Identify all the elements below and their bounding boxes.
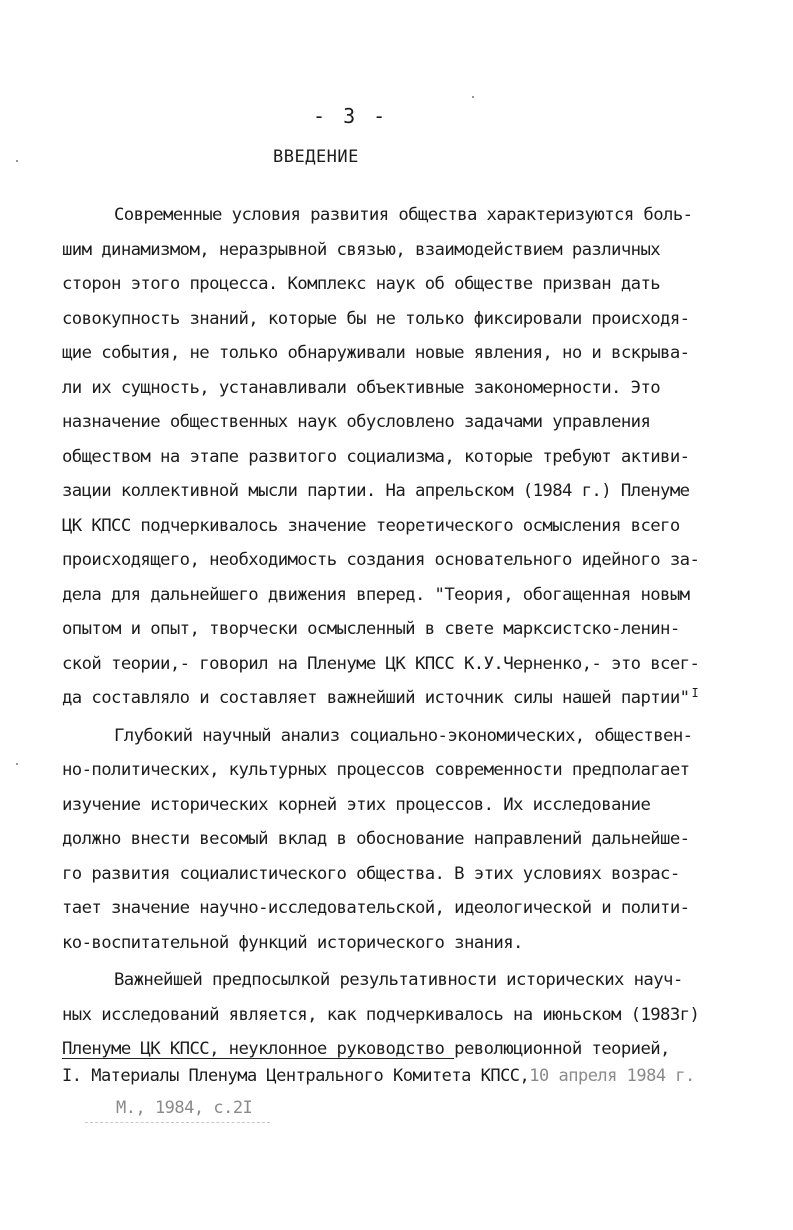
page-number: - 3 - [313, 104, 389, 128]
text-line: Глубокий научный анализ социально-экономических, обществен- [114, 725, 693, 746]
text-line: сторон этого процесса. Комплекс наук об обществе призван дать [62, 274, 661, 294]
text-line: да составляло и составляет важнейший источник силы нашей партии" $^I$ [62, 686, 699, 708]
section-heading: ВВЕДЕНИЕ [273, 147, 359, 167]
text-line: тает значение научно-исследовательской, идеологической и полити- [62, 898, 690, 918]
text-line: но-политических, культурных процессов современности предполагает [62, 760, 690, 780]
text-line: совокупность знаний, которые бы не только фиксировали происходя- [62, 308, 690, 329]
text-line: ли их сущность, устанавливали объективные закономерности. Это [62, 377, 661, 398]
footnote-line: I. Материалы Пленума Центрального Комитета КПСС,10 апреля 1984 г. [62, 1066, 695, 1086]
body-text [62, 198, 752, 1067]
text-line: назначение общественных наук обусловлено задачами управления [62, 412, 651, 432]
scan-artifact-dot [472, 96, 474, 98]
text-line: го развития социалистического общества. В этих условиях возрас- [62, 863, 680, 884]
footnote [62, 1060, 762, 1124]
scan-artifact-dashes [85, 1122, 270, 1123]
text-line: дела для дальнейшего движения вперед. "Теория, обогащенная новым [62, 584, 690, 605]
text-line: опытом и опыт, творчески осмысленный в свете марксистско-ленин- [62, 619, 680, 639]
footnote-marker: I [691, 686, 699, 700]
text-line: щие события, не только обнаруживали новые явления, но и вскрыва- [62, 343, 690, 363]
text-line: Важнейшей предпосылкой результативности исторических науч- [114, 970, 683, 990]
footnote-line: М., 1984, с.2I [116, 1098, 253, 1118]
text-line: изучение исторических корней этих процессов. Их исследование [62, 794, 651, 815]
footnote-separator [62, 1058, 454, 1059]
text-line: Пленуме ЦК КПСС, неуклонное руководство революционной теорией, [62, 1039, 670, 1059]
text-line: Современные условия развития общества характеризуются боль- [114, 205, 693, 225]
text-line: ных исследований является, как подчеркивалось на июньском (1983г) [62, 1004, 700, 1025]
scan-artifact-dot [16, 763, 18, 765]
text-line: обществом на этапе развитого социализма, которые требуют активи- [62, 446, 690, 467]
text-line: шим динамизмом, неразрывной связью, взаимодействием различных [62, 239, 661, 260]
text-line: должно внести весомый вклад в обоснование направлений дальнейше- [62, 829, 690, 849]
text-line: ко-воспитательной функций исторического знания. [62, 932, 523, 953]
text-line: зации коллективной мысли партии. На апрельском (1984 г.) Пленуме [62, 481, 690, 501]
scan-artifact-dot [16, 160, 18, 162]
text-line: ЦК КПСС подчеркивалось значение теоретического осмысления всего [62, 515, 680, 536]
text-line: происходящего, необходимость создания основательного идейного за- [62, 550, 700, 570]
text-line: ской теории,- говорил на Пленуме ЦК КПСС К.У.Черненко,- это всег- [62, 653, 700, 674]
